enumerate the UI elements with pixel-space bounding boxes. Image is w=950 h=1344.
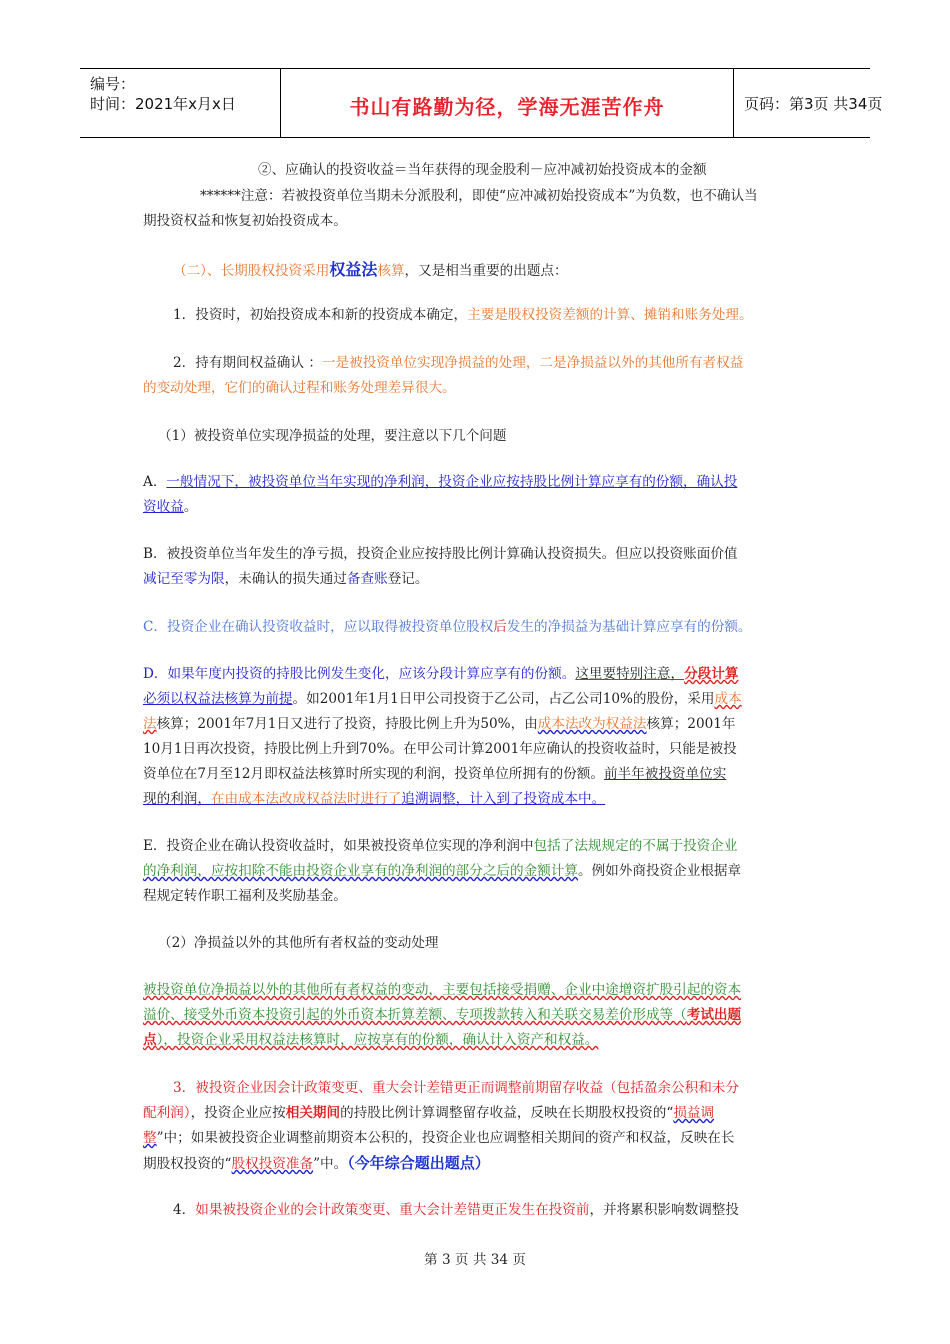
paragraph (143, 497, 197, 517)
text-run: E．投资企业在确认投资收益时，如果被投资单位实现的净利润中 (143, 838, 534, 854)
text-run: 成本 (714, 691, 742, 707)
header-right-cell (734, 69, 883, 137)
text-run: 法 (143, 716, 157, 732)
text-run: 必须以权益法核算为前提 (143, 691, 293, 707)
text-run: 整 (143, 1130, 157, 1146)
text-run: A． (143, 474, 167, 490)
page-info: 页码：第3页 共34页 (744, 95, 883, 113)
subheading: （1）被投资单位实现净损益的处理，要注意以下几个问题 (158, 428, 507, 444)
number-label: 编号： (90, 75, 136, 93)
paragraph (143, 1153, 490, 1174)
text-run: 分段计算 (684, 666, 739, 682)
text-run: 成本法改为权益法 (537, 716, 647, 732)
header-left-cell (80, 69, 280, 137)
text-run: 溢价、接受外币资本投资引起的外币资本折算差额、专项拨款转入和关联交易差价形成等（ (143, 1007, 687, 1023)
text-run: 发生的净损益为基础计算应享有的份额。 (506, 619, 752, 635)
text-run: 减记至零为限 (143, 571, 225, 587)
paragraph (143, 714, 736, 734)
list-item (173, 353, 743, 373)
text-run: 一是被投资单位实现净损益的处理，二是净损益以外的其他所有者权益 (321, 355, 744, 371)
paragraph: 程规定转作职工福利及奖励基金。 (143, 888, 347, 904)
section-heading (173, 260, 568, 281)
text-run: C．投资企业在确认投资收益时，应以取得被投资单位股权 (143, 619, 494, 635)
paragraph (143, 689, 742, 709)
page-header (80, 68, 883, 138)
list-item: B．被投资单位当年发生的净亏损，投资企业应按持股比例计算确认投资损失。但应以投资账面价值 (143, 546, 738, 562)
paragraph (143, 1005, 741, 1025)
text-run: 现的利润， (143, 791, 211, 807)
list-item (173, 305, 753, 325)
paragraph (143, 789, 605, 809)
text-run: 权益法 (329, 260, 378, 279)
text-run: 资收益 (143, 499, 184, 515)
text-run: 核算；2001年 (646, 716, 736, 732)
text-run: ，投资企业应按 (190, 1105, 286, 1121)
page-footer: 第 3 页 共 34 页 (424, 1252, 526, 1268)
text-run: 的净利润，应按扣除不能由投资企业享有的净利润的部分之后的金额计算 (143, 863, 578, 879)
text-run: ，未确认的损失通过 (224, 571, 347, 587)
text-run: （今年综合题出题点） (347, 1154, 490, 1172)
list-item (143, 664, 738, 684)
header-motto-cell (280, 69, 734, 137)
list-item (143, 836, 737, 856)
text-run: ，又是相当重要的出题点： (404, 263, 568, 279)
text-run: 的持股比例计算调整留存收益，反映在长期股权投资的“ (340, 1105, 674, 1121)
text-run: 资单位在7月至12月即权益法核算时所实现的利润，投资单位所拥有的份额。 (143, 766, 604, 782)
text-run: 期股权投资的“ (143, 1156, 232, 1172)
text-run: 后 (493, 619, 507, 635)
text-run: ”中；如果被投资企业调整前期资本公积的，投资企业也应调整相关期间的资产和权益，反映在长 (156, 1130, 735, 1146)
text-run: 在由成本法改成权益法时进行了 (210, 791, 402, 807)
paragraph: 的变动处理，它们的确认过程和账务处理差异很大。 (143, 380, 456, 396)
paragraph: 期投资权益和恢复初始投资成本。 (143, 213, 347, 229)
text-run: 主要是股权投资差额的计算、摊销和账务处理。 (467, 307, 753, 323)
paragraph (143, 569, 428, 589)
list-item (173, 1200, 739, 1220)
subheading: （2）净损益以外的其他所有者权益的变动处理 (158, 935, 439, 951)
text-run: 这里要特别注意， (575, 666, 685, 682)
text-run: D．如果年度内投资的持股比例发生变化，应该分段计算应享有的份额。 (143, 666, 576, 682)
paragraph (143, 980, 741, 1000)
text-run: ”中。 (313, 1156, 348, 1172)
text-run: 损益调 (673, 1105, 715, 1121)
paragraph: ②、应确认的投资收益＝当年获得的现金股利－应冲减初始投资成本的金额 (258, 162, 707, 178)
text-run: 。例如外商投资企业根据章 (578, 863, 742, 879)
text-run: 2．持有期间权益确认 ： (173, 355, 322, 371)
text-run: ），投资企业采用权益法核算时，应按享有的份额，确认计入资产和权益。 (156, 1032, 599, 1048)
text-run: 登记。 (387, 571, 429, 587)
paragraph (143, 1103, 714, 1123)
date-label: 时间：2021年x月x日 (90, 95, 236, 113)
text-run: 前半年被投资单位实 (603, 766, 727, 782)
text-run: 。如2001年1月1日甲公司投资于乙公司，占乙公司10%的股份，采用 (292, 691, 715, 707)
text-run: （二）、长期股权投资采用 (173, 263, 330, 279)
text-run: 一般情况下，被投资单位当年实现的净利润，投资企业应按持股比例计算应享有的份额，确认投 (166, 474, 738, 490)
motto: 书山有路勤为径，学海无涯苦作舟 (349, 95, 665, 119)
text-run: ，并将累积影响数调整投 (589, 1202, 739, 1218)
text-run: 如果被投资企业的会计政策变更、重大会计差错更正发生在投资前 (195, 1202, 590, 1218)
text-run: 4． (173, 1202, 196, 1218)
list-item: 3．被投资企业因会计政策变更、重大会计差错更正而调整前期留存收益（包括盈余公积和未分 (173, 1080, 739, 1096)
text-run: 相关期间 (285, 1105, 341, 1121)
text-run: 备查账 (346, 571, 388, 587)
text-run: 1．投资时，初始投资成本和新的投资成本确定， (173, 307, 468, 323)
paragraph (143, 1030, 598, 1050)
paragraph: 10月1日再次投资，持股比例上升到70%。在甲公司计算2001年应确认的投资收益时，只能是被投 (143, 741, 737, 757)
text-run: 包括了法规规定的不属于投资企业 (533, 838, 738, 854)
text-run: 股权投资准备 (231, 1156, 314, 1172)
text-run: 考试出题 (686, 1007, 742, 1023)
text-run: 配利润） (143, 1105, 191, 1121)
text-run: 点 (143, 1032, 157, 1048)
paragraph (143, 764, 726, 784)
text-run: 核算；2001年7月1日又进行了投资，持股比例上升为50%，由 (156, 716, 538, 732)
text-run: 追溯调整，计入到了投资成本中。 (401, 791, 606, 807)
text-run: 被投资单位净损益以外的其他所有者权益的变动，主要包括接受捐赠、企业中途增资扩股引起的资本 (143, 982, 742, 998)
text-run: 核算 (377, 263, 405, 279)
paragraph (143, 861, 741, 881)
paragraph: ******注意：若被投资单位当期未分派股利，即使“应冲减初始投资成本”为负数，也不确认当 (200, 188, 758, 204)
list-item (143, 472, 737, 492)
paragraph (143, 1128, 734, 1148)
list-item (143, 617, 752, 637)
text-run: 。 (183, 499, 198, 515)
